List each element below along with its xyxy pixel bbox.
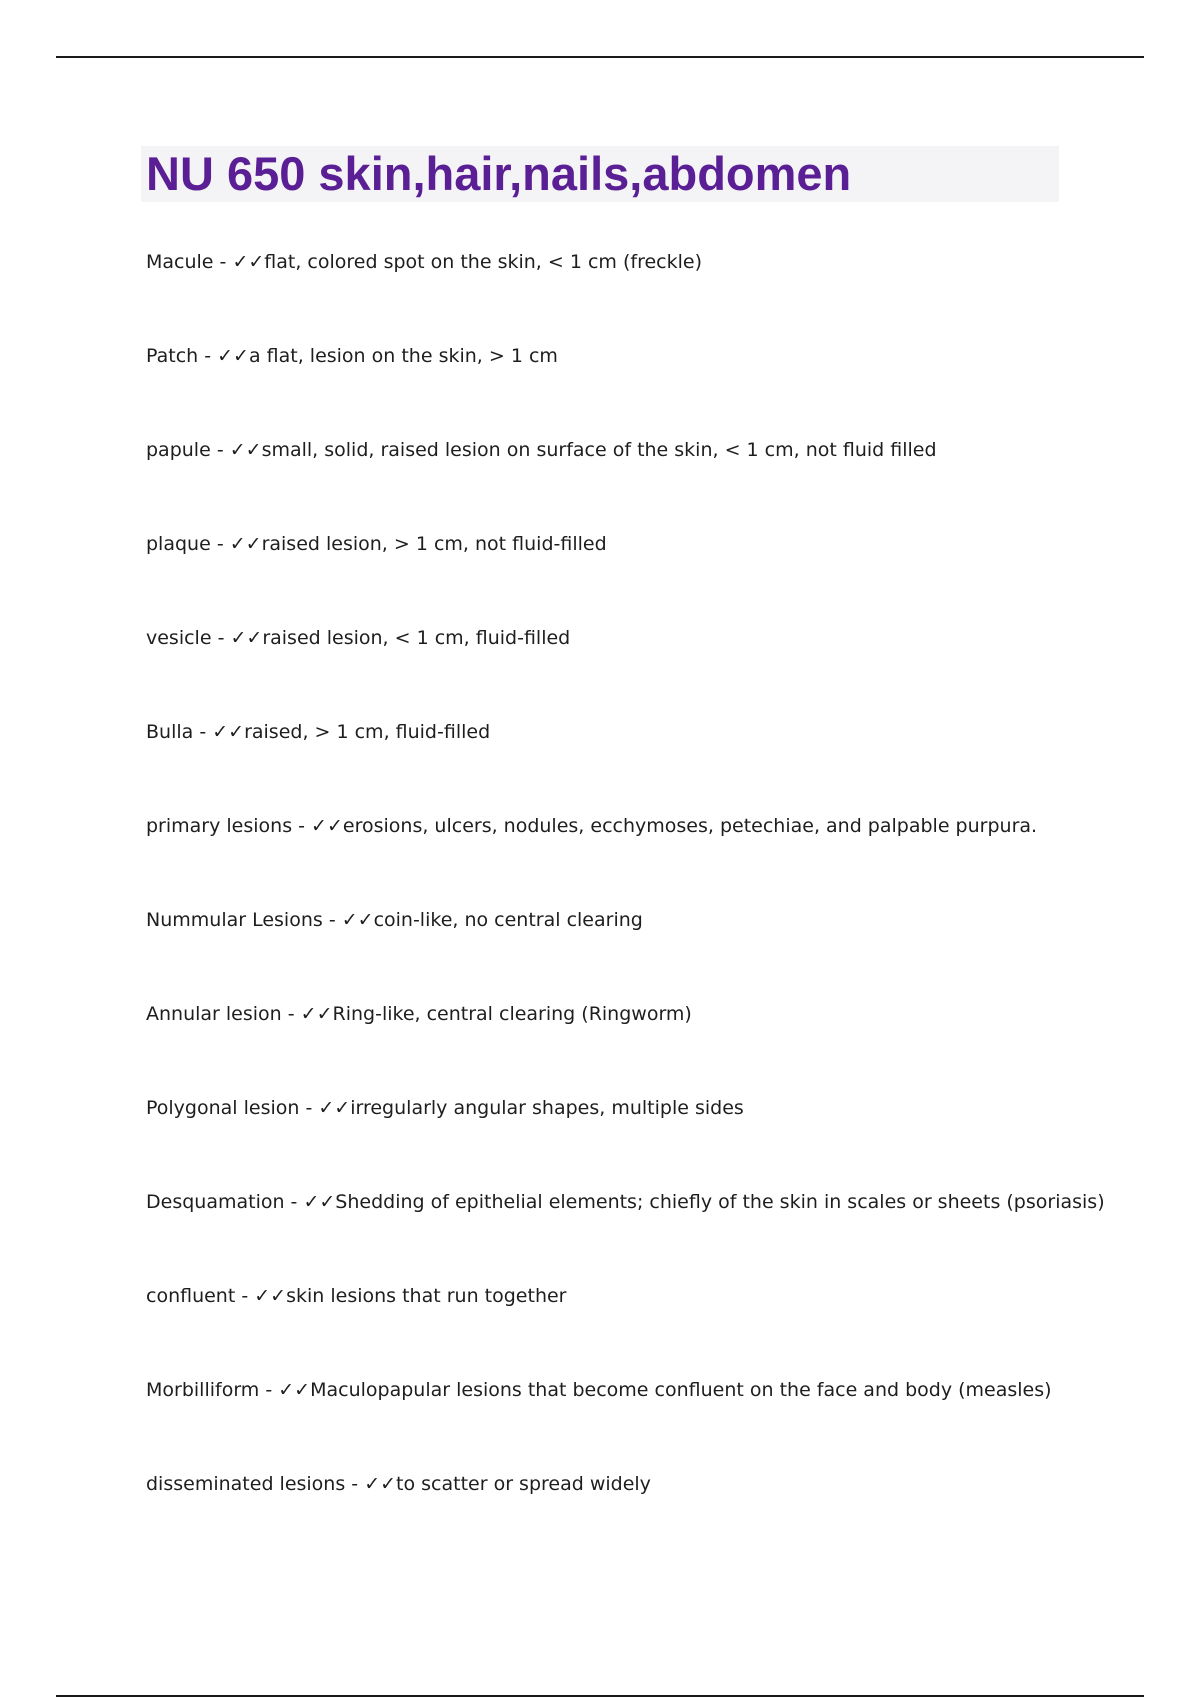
flashcard-entry <box>146 1091 1106 1185</box>
entry-term: Patch <box>146 345 199 367</box>
entry-separator: - <box>213 251 233 273</box>
entry-separator: - <box>281 1003 301 1025</box>
entry-separator: - <box>198 345 218 367</box>
check-mark-icon: ✓✓ <box>217 345 249 367</box>
entry-definition: erosions, ulcers, nodules, ecchymoses, petechiae, and palpable purpura. <box>342 815 1038 837</box>
entry-separator: - <box>299 1097 319 1119</box>
check-mark-icon: ✓✓ <box>229 439 262 461</box>
entry-separator: - <box>211 627 231 649</box>
flashcard-entry <box>146 527 1106 621</box>
entry-term: Morbilliform <box>146 1379 260 1401</box>
entry-separator: - <box>322 909 342 931</box>
flashcard-entry <box>146 1279 1106 1373</box>
entry-term: Bulla <box>146 721 194 743</box>
entry-definition: raised lesion, > 1 cm, not fluid-filled <box>261 533 607 555</box>
entry-separator: - <box>259 1379 279 1401</box>
entry-definition: Maculopapular lesions that become confluent on the face and body (measles) <box>310 1379 1052 1401</box>
entry-term: Nummular Lesions <box>146 909 323 931</box>
entry-separator: - <box>345 1473 365 1495</box>
flashcard-list <box>146 245 1106 1561</box>
entry-term: Desquamation <box>146 1191 285 1213</box>
entry-term: Polygonal lesion <box>146 1097 300 1119</box>
flashcard-entry <box>146 621 1106 715</box>
entry-term: plaque <box>146 533 211 555</box>
bottom-rule <box>56 1695 1144 1697</box>
check-mark-icon: ✓✓ <box>229 533 262 555</box>
flashcard-entry <box>146 1373 1106 1467</box>
flashcard-entry <box>146 433 1106 527</box>
entry-definition: skin lesions that run together <box>286 1285 567 1307</box>
entry-term: confluent <box>146 1285 236 1307</box>
entry-term: Macule <box>146 251 214 273</box>
entry-definition: raised, > 1 cm, fluid-filled <box>244 721 491 743</box>
entry-term: Annular lesion <box>146 1003 282 1025</box>
entry-term: primary lesions <box>146 815 293 837</box>
check-mark-icon: ✓✓ <box>230 627 263 649</box>
entry-separator: - <box>210 439 230 461</box>
entry-definition: small, solid, raised lesion on surface of the skin, < 1 cm, not fluid filled <box>261 439 937 461</box>
entry-term: disseminated lesions <box>146 1473 346 1495</box>
entry-definition: irregularly angular shapes, multiple sides <box>350 1097 744 1119</box>
entry-definition: Shedding of epithelial elements; chiefly of the skin in scales or sheets (psoriasis) <box>335 1191 1105 1213</box>
entry-definition: a flat, lesion on the skin, > 1 cm <box>248 345 558 367</box>
entry-definition: Ring-like, central clearing (Ringworm) <box>332 1003 692 1025</box>
check-mark-icon: ✓✓ <box>212 721 245 743</box>
flashcard-entry <box>146 715 1106 809</box>
check-mark-icon: ✓✓ <box>364 1473 397 1495</box>
entry-term: papule <box>146 439 211 461</box>
flashcard-entry <box>146 903 1106 997</box>
entry-definition: to scatter or spread widely <box>396 1473 651 1495</box>
top-rule <box>56 56 1144 58</box>
page-title: NU 650 skin,hair,nails,abdomen <box>146 147 852 200</box>
check-mark-icon: ✓✓ <box>232 251 265 273</box>
entry-separator: - <box>292 815 312 837</box>
check-mark-icon: ✓✓ <box>341 909 374 931</box>
flashcard-entry <box>146 339 1106 433</box>
flashcard-entry <box>146 997 1106 1091</box>
flashcard-entry <box>146 809 1106 903</box>
entry-definition: raised lesion, < 1 cm, fluid-filled <box>262 627 571 649</box>
check-mark-icon: ✓✓ <box>300 1003 333 1025</box>
entry-separator: - <box>235 1285 255 1307</box>
entry-separator: - <box>284 1191 304 1213</box>
flashcard-entry <box>146 1467 1106 1561</box>
check-mark-icon: ✓✓ <box>254 1285 287 1307</box>
check-mark-icon: ✓✓ <box>278 1379 311 1401</box>
check-mark-icon: ✓✓ <box>303 1191 336 1213</box>
check-mark-icon: ✓✓ <box>318 1097 351 1119</box>
entry-separator: - <box>193 721 213 743</box>
entry-separator: - <box>210 533 230 555</box>
flashcard-entry <box>146 1185 1106 1279</box>
entry-definition: coin-like, no central clearing <box>373 909 643 931</box>
flashcard-entry <box>146 245 1106 339</box>
check-mark-icon: ✓✓ <box>311 815 343 837</box>
entry-term: vesicle <box>146 627 212 649</box>
entry-definition: flat, colored spot on the skin, < 1 cm (freckle) <box>264 251 702 273</box>
